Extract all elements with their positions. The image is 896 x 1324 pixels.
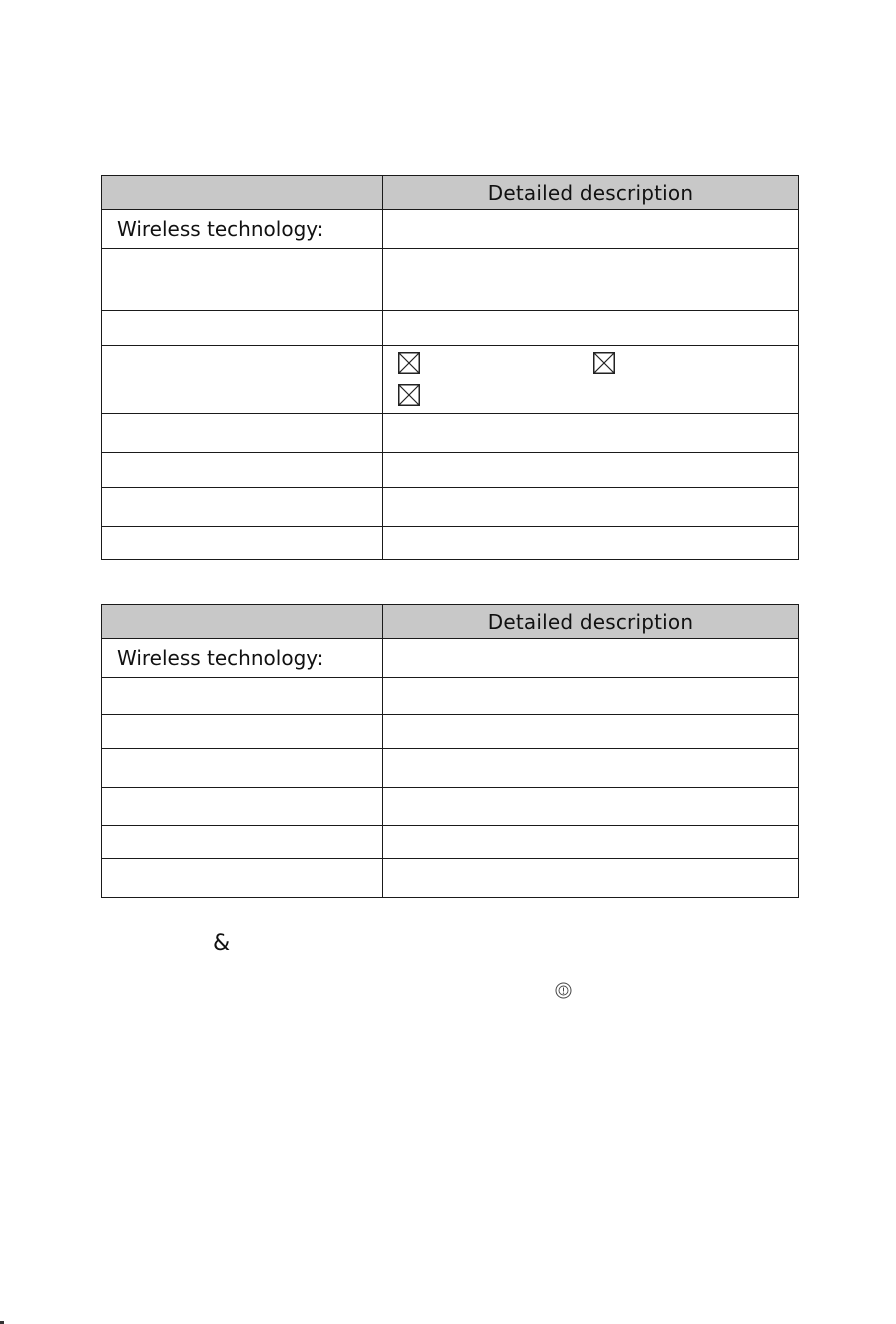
row-label bbox=[102, 527, 383, 560]
spec-table-1 bbox=[101, 175, 799, 560]
row-value bbox=[383, 749, 799, 788]
row-label bbox=[102, 346, 383, 414]
row-value bbox=[383, 488, 799, 527]
row-label bbox=[102, 859, 383, 898]
table-row bbox=[102, 210, 799, 249]
header-cell-empty bbox=[102, 605, 383, 639]
row-value bbox=[383, 249, 799, 311]
table-row bbox=[102, 826, 799, 859]
header-cell-detailed-description: Detailed description bbox=[383, 176, 799, 210]
row-label bbox=[102, 715, 383, 749]
table-row bbox=[102, 678, 799, 715]
crossed-box-icon bbox=[398, 384, 420, 406]
row-value bbox=[383, 311, 799, 346]
table-row bbox=[102, 859, 799, 898]
row-label: Wireless technology: bbox=[102, 639, 383, 678]
row-label: Wireless technology: bbox=[102, 210, 383, 249]
row-label bbox=[102, 826, 383, 859]
table-row bbox=[102, 749, 799, 788]
row-value bbox=[383, 859, 799, 898]
row-label bbox=[102, 249, 383, 311]
table-row bbox=[102, 527, 799, 560]
row-value bbox=[383, 678, 799, 715]
table-row bbox=[102, 346, 799, 414]
crossed-box-icon bbox=[593, 352, 615, 374]
table-row bbox=[102, 311, 799, 346]
row-value bbox=[383, 715, 799, 749]
row-value bbox=[383, 453, 799, 488]
row-label bbox=[102, 414, 383, 453]
row-label bbox=[102, 488, 383, 527]
row-label bbox=[102, 788, 383, 826]
table-row bbox=[102, 639, 799, 678]
row-label bbox=[102, 453, 383, 488]
spec-table-2 bbox=[101, 604, 799, 898]
row-value bbox=[383, 788, 799, 826]
row-value-checkboxes bbox=[383, 346, 799, 414]
table-row bbox=[102, 715, 799, 749]
row-label bbox=[102, 311, 383, 346]
table-row bbox=[102, 414, 799, 453]
header-cell-empty bbox=[102, 176, 383, 210]
header-cell-detailed-description: Detailed description bbox=[383, 605, 799, 639]
table-row bbox=[102, 453, 799, 488]
row-value bbox=[383, 527, 799, 560]
table-header-row bbox=[102, 605, 799, 639]
row-label bbox=[102, 678, 383, 715]
row-label bbox=[102, 749, 383, 788]
row-value bbox=[383, 639, 799, 678]
row-value bbox=[383, 414, 799, 453]
row-value bbox=[383, 826, 799, 859]
table-row bbox=[102, 488, 799, 527]
row-value bbox=[383, 210, 799, 249]
table-row bbox=[102, 788, 799, 826]
crossed-box-icon bbox=[398, 352, 420, 374]
ampersand-text: & bbox=[213, 931, 231, 956]
info-circle-icon bbox=[555, 982, 572, 999]
table-row bbox=[102, 249, 799, 311]
table-header-row bbox=[102, 176, 799, 210]
